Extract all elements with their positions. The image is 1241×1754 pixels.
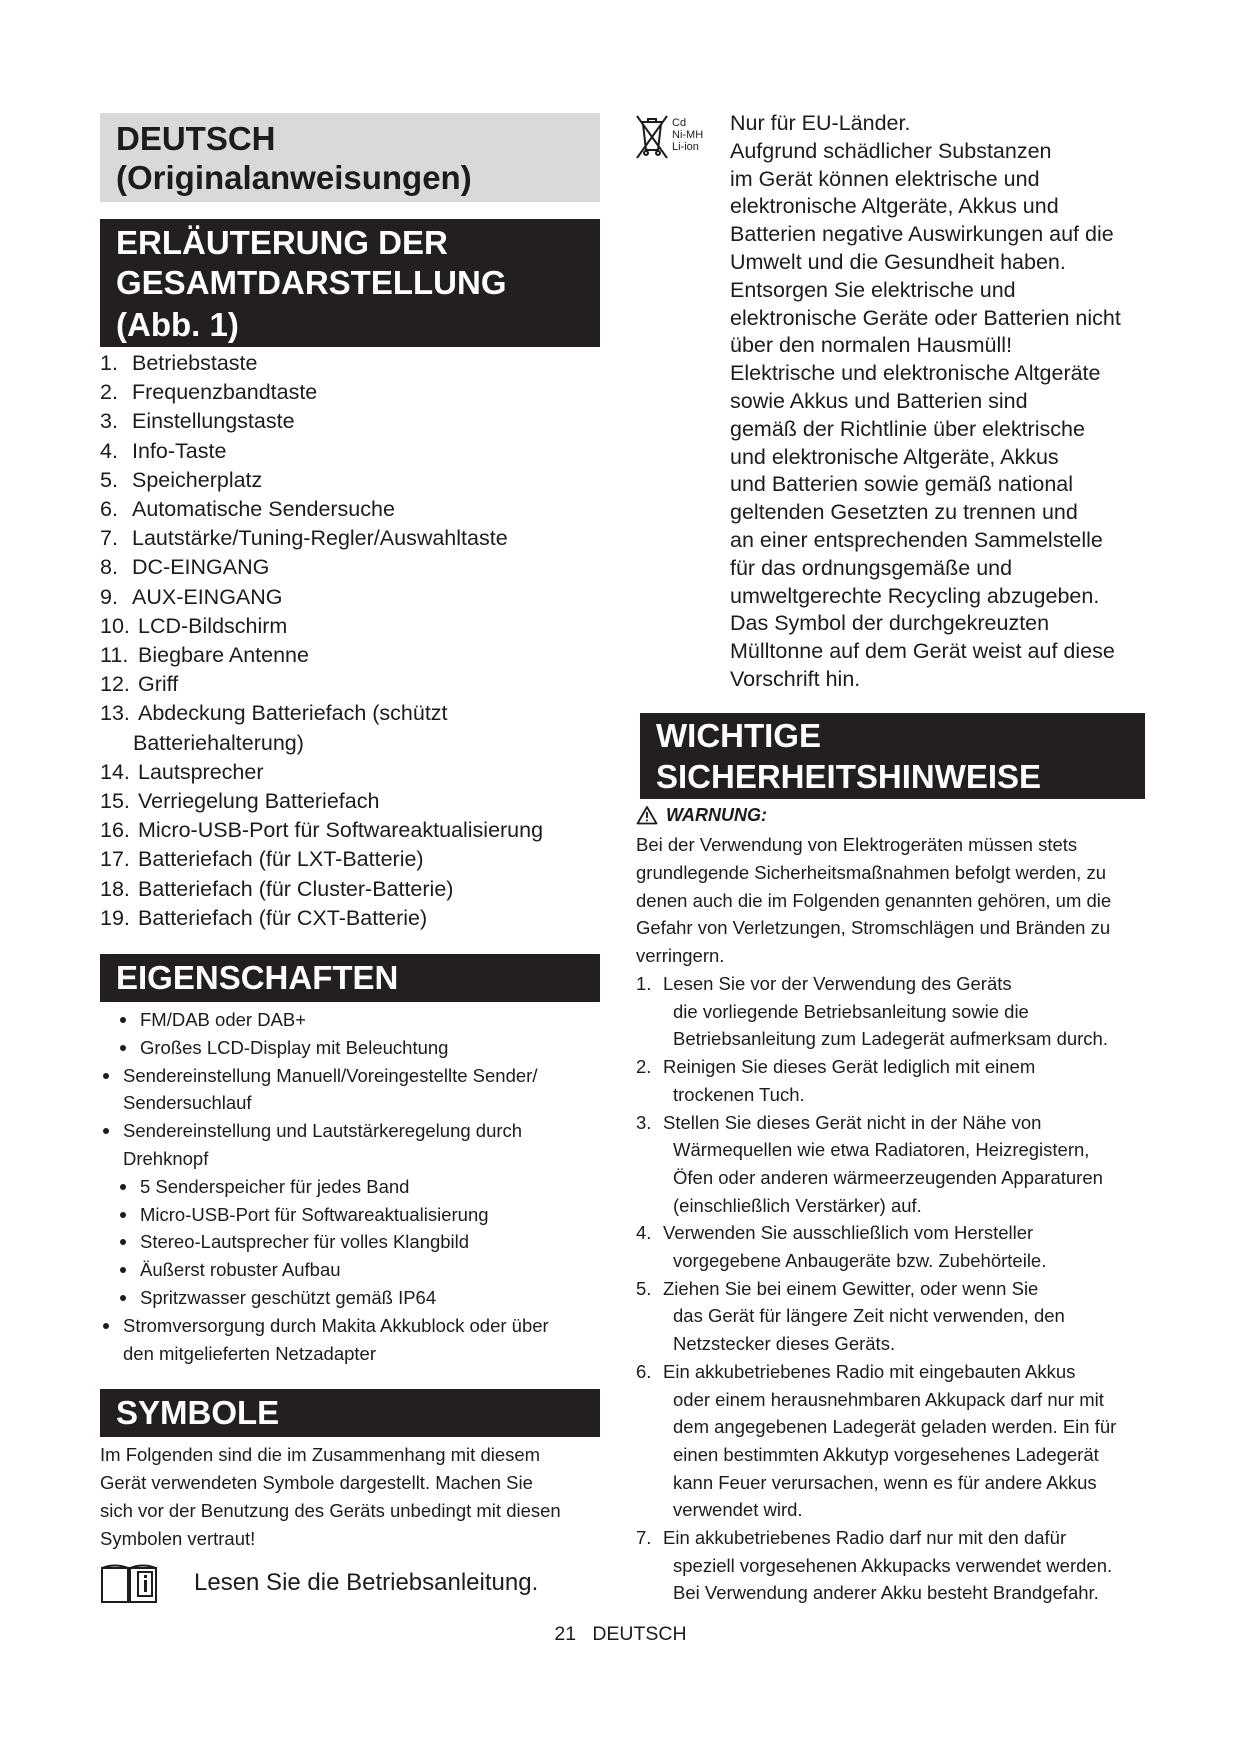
eu-notice-line: Das Symbol der durchgekreuzten	[730, 611, 1050, 636]
overview-item-number: 19.	[100, 905, 130, 930]
overview-item-number: 9.	[100, 584, 118, 609]
overview-item-text: Batteriefach (für Cluster-Batterie)	[138, 876, 454, 901]
warning-label: WARNUNG:	[666, 805, 767, 825]
safety-rule-line: vorgegebene Anbaugeräte bzw. Zubehörteile.	[673, 1250, 1047, 1272]
overview-item-text: LCD-Bildschirm	[138, 613, 288, 638]
safety-rule-line: Ziehen Sie bei einem Gewitter, oder wenn Sie	[663, 1277, 1039, 1299]
warning-text	[636, 831, 1136, 970]
symbols-heading	[100, 1389, 600, 1437]
eu-notice-line: und elektronische Altgeräte, Akkus	[730, 444, 1059, 469]
feature-item-text: Äußerst robuster Aufbau	[140, 1259, 341, 1281]
feature-item-text: FM/DAB oder DAB+	[140, 1009, 307, 1030]
safety-rule	[636, 1109, 1146, 1220]
eu-notice-line: Aufgrund schädlicher Substanzen	[730, 138, 1052, 163]
overview-item-text: Automatische Sendersuche	[132, 497, 395, 522]
warning-title	[636, 803, 767, 827]
feature-item	[100, 1062, 600, 1118]
feature-item	[100, 1034, 600, 1062]
safety-rule-line: Bei Verwendung anderer Akku besteht Brandgefahr.	[673, 1582, 1099, 1604]
symbols-intro-line: Gerät verwendeten Symbole dargestellt. Machen Sie	[100, 1472, 533, 1493]
safety-rule-line: Ein akkubetriebenes Radio darf nur mit den dafür	[663, 1527, 1067, 1549]
overview-item-text: Betriebstaste	[132, 351, 258, 375]
overview-item-number: 4.	[100, 438, 118, 463]
safety-rule	[636, 1275, 1146, 1358]
feature-item-continuation: Sendersuchlauf	[123, 1092, 252, 1114]
features-list	[100, 1006, 600, 1367]
overview-item-number: 7.	[100, 526, 118, 551]
features-heading	[100, 954, 600, 1002]
safety-rule-line: Netzstecker dieses Geräts.	[673, 1333, 896, 1355]
eu-notice-line: Nur für EU-Länder.	[730, 111, 911, 135]
overview-item-number: 15.	[100, 789, 130, 814]
eu-notice-line: Mülltonne auf dem Gerät weist auf diese	[730, 639, 1115, 664]
overview-item-text: DC-EINGANG	[132, 555, 270, 580]
overview-item-number: 10.	[100, 613, 130, 638]
overview-item-number: 5.	[100, 467, 118, 492]
overview-heading-line: (Abb. 1)	[116, 306, 239, 343]
safety-heading-line: WICHTIGE	[656, 717, 821, 754]
overview-heading	[100, 219, 600, 347]
safety-rule-line: Reinigen Sie dieses Gerät lediglich mit einem	[663, 1056, 1036, 1078]
warning-line: Bei der Verwendung von Elektrogeräten müssen stets	[636, 834, 1078, 855]
overview-item-text: Einstellungstaste	[132, 409, 295, 434]
weee-icon-label: Li-ion	[672, 141, 699, 153]
overview-item	[100, 378, 600, 407]
safety-rule-number: 7.	[636, 1527, 652, 1549]
symbols-heading-text: SYMBOLE	[116, 1394, 280, 1431]
overview-item	[100, 816, 600, 845]
overview-item-text: Lautsprecher	[138, 759, 264, 784]
overview-item	[100, 553, 600, 582]
feature-item-text: Spritzwasser geschützt gemäß IP64	[140, 1286, 437, 1308]
overview-item-text: Micro-USB-Port für Softwareaktualisierung	[138, 818, 544, 843]
overview-item	[100, 524, 600, 553]
safety-rule-line: (einschließlich Verstärker) auf.	[673, 1194, 922, 1216]
overview-item-number: 8.	[100, 555, 118, 580]
warning-line: verringern.	[636, 945, 725, 967]
overview-item-number: 17.	[100, 847, 130, 872]
safety-rule	[636, 1053, 1146, 1108]
weee-icon-label: Cd	[672, 117, 687, 129]
eu-notice-line: Batterien negative Auswirkungen auf die	[730, 222, 1114, 247]
overview-item-text: Biegbare Antenne	[138, 643, 309, 668]
eu-disposal-notice	[730, 110, 1150, 694]
feature-item	[100, 1312, 600, 1368]
safety-rule-number: 6.	[636, 1360, 652, 1382]
overview-item-number: 14.	[100, 759, 130, 784]
language-title: DEUTSCH	[116, 120, 276, 157]
weee-crossed-bin-icon	[632, 112, 722, 162]
overview-item	[100, 845, 600, 874]
overview-item-number: 11.	[100, 643, 129, 668]
safety-rule-number: 2.	[636, 1056, 652, 1078]
overview-item-text: Griff	[138, 672, 179, 697]
feature-item	[100, 1256, 600, 1284]
overview-item-number: 13.	[100, 701, 130, 726]
safety-heading-line: SICHERHEITSHINWEISE	[656, 758, 1042, 795]
safety-rule	[636, 1524, 1146, 1607]
overview-item-number: 2.	[100, 380, 118, 405]
feature-item-text: Stereo-Lautsprecher für volles Klangbild	[140, 1231, 470, 1253]
eu-notice-line: elektronische Altgeräte, Akkus und	[730, 194, 1059, 219]
eu-notice-line: Umwelt und die Gesundheit haben.	[730, 249, 1066, 274]
overview-item-number: 18.	[100, 876, 130, 901]
overview-item	[100, 787, 600, 816]
warning-line: Gefahr von Verletzungen, Stromschlägen und Bränden zu	[636, 917, 1111, 939]
eu-notice-line: sowie Akkus und Batterien sind	[730, 388, 1028, 413]
feature-item-text: Großes LCD-Display mit Beleuchtung	[140, 1036, 449, 1058]
overview-item-text: AUX-EINGANG	[132, 584, 283, 609]
overview-item-text: Verriegelung Batteriefach	[138, 789, 380, 814]
page-number: 21	[554, 1623, 577, 1645]
overview-item	[100, 437, 600, 466]
eu-notice-line: über den normalen Hausmüll!	[730, 333, 1013, 358]
safety-rule-number: 5.	[636, 1277, 652, 1299]
safety-heading	[640, 713, 1145, 799]
feature-item-text: 5 Senderspeicher für jedes Band	[140, 1175, 410, 1197]
eu-notice-line: für das ordnungsgemäße und	[730, 555, 1013, 580]
overview-item	[100, 875, 600, 904]
overview-item	[100, 904, 600, 933]
eu-notice-line: gemäß der Richtlinie über elektrische	[730, 416, 1085, 441]
overview-item	[100, 495, 600, 524]
feature-item	[100, 1284, 600, 1312]
feature-item	[100, 1201, 600, 1229]
overview-item-number: 1.	[100, 351, 118, 375]
overview-item	[100, 699, 600, 728]
read-manual-book-icon	[100, 1562, 158, 1606]
eu-notice-line: Entsorgen Sie elektrische und	[730, 277, 1016, 302]
overview-item-text: Frequenzbandtaste	[132, 380, 318, 405]
safety-rule-line: Öfen oder anderen wärmeerzeugenden Apparaturen	[673, 1166, 1103, 1188]
features-heading-text: EIGENSCHAFTEN	[116, 959, 399, 996]
overview-item	[100, 758, 600, 787]
feature-item-continuation: Drehknopf	[123, 1147, 209, 1169]
safety-rule-text	[663, 1524, 1146, 1607]
overview-item-number: 3.	[100, 409, 118, 434]
safety-rule-text	[663, 1358, 1146, 1524]
safety-rule	[636, 1358, 1146, 1524]
overview-item-text: Abdeckung Batteriefach (schützt	[138, 701, 448, 726]
warning-line: denen auch die im Folgenden genannten gehören, um die	[636, 889, 1112, 911]
safety-rule-line: Betriebsanleitung zum Ladegerät aufmerksam durch.	[673, 1028, 1108, 1050]
feature-item	[100, 1006, 600, 1034]
safety-rule-number: 3.	[636, 1111, 652, 1133]
eu-notice-line: Elektrische und elektronische Altgeräte	[730, 361, 1101, 386]
safety-rule-line: verwendet wird.	[673, 1499, 803, 1521]
safety-rule-line: Verwenden Sie ausschließlich vom Hersteller	[663, 1222, 1034, 1244]
eu-notice-line: elektronische Geräte oder Batterien nicht	[730, 305, 1121, 330]
symbols-intro-line: Symbolen vertraut!	[100, 1528, 256, 1549]
overview-item	[100, 349, 600, 378]
page-footer	[0, 1622, 1241, 1646]
overview-item-text: Batteriefach (für CXT-Batterie)	[138, 905, 428, 930]
safety-rule-text	[663, 970, 1146, 1053]
safety-rule-text	[663, 1219, 1146, 1274]
safety-rule-line: die vorliegende Betriebsanleitung sowie die	[673, 1000, 1029, 1022]
overview-item	[100, 670, 600, 699]
feature-item-text: Sendereinstellung Manuell/Voreingestellte Sender/	[123, 1064, 538, 1086]
overview-item	[100, 612, 600, 641]
symbols-intro	[100, 1441, 600, 1553]
feature-item-continuation: den mitgelieferten Netzadapter	[123, 1342, 376, 1364]
safety-rule-text	[663, 1275, 1146, 1358]
safety-rule-line: kann Feuer verursachen, wenn es für andere Akkus	[673, 1471, 1097, 1493]
feature-item	[100, 1228, 600, 1256]
safety-rule-line: speziell vorgesehenen Akkupacks verwendet werden.	[673, 1554, 1113, 1576]
safety-rule-line: oder einem herausnehmbaren Akkupack darf nur mit	[673, 1388, 1104, 1410]
overview-item-text: Lautstärke/Tuning-Regler/Auswahltaste	[132, 526, 508, 551]
symbols-intro-line: sich vor der Benutzung des Geräts unbedingt mit diesen	[100, 1500, 561, 1521]
overview-item	[100, 407, 600, 436]
overview-heading-line: ERLÄUTERUNG DER	[116, 224, 448, 261]
eu-notice-line: geltenden Gesetzten zu trennen und	[730, 500, 1078, 525]
overview-item	[100, 466, 600, 495]
eu-notice-line: umweltgerechte Recycling abzugeben.	[730, 583, 1100, 608]
safety-rule	[636, 1219, 1146, 1274]
safety-rule-line: trockenen Tuch.	[673, 1083, 805, 1105]
safety-rule-text	[663, 1109, 1146, 1220]
safety-rule-line: Ein akkubetriebenes Radio mit eingebauten Akkus	[663, 1360, 1076, 1382]
overview-item	[100, 583, 600, 612]
overview-item-number: 12.	[100, 672, 130, 697]
footer-language: DEUTSCH	[592, 1623, 687, 1645]
eu-notice-line: und Batterien sowie gemäß national	[730, 472, 1074, 497]
feature-item-text: Sendereinstellung und Lautstärkeregelung durch	[123, 1120, 523, 1142]
safety-rules-list	[636, 970, 1146, 1607]
safety-rule-line: dem angegebenen Ladegerät geladen werden. Ein für	[673, 1416, 1117, 1438]
overview-item-number: 16.	[100, 818, 130, 843]
safety-rule-number: 1.	[636, 973, 652, 994]
safety-rule-line: Lesen Sie vor der Verwendung des Geräts	[663, 973, 1012, 994]
safety-rule-line: Wärmequellen wie etwa Radiatoren, Heizregistern,	[673, 1139, 1090, 1161]
safety-rule-line: das Gerät für längere Zeit nicht verwenden, den	[673, 1305, 1065, 1327]
overview-item-number: 6.	[100, 497, 118, 522]
overview-item	[100, 641, 600, 670]
eu-notice-line: Vorschrift hin.	[730, 666, 861, 691]
symbols-intro-line: Im Folgenden sind die im Zusammenhang mit diesem	[100, 1444, 541, 1465]
eu-notice-line: im Gerät können elektrische und	[730, 166, 1040, 191]
safety-rule-line: einen bestimmten Akkutyp vorgesehenes Ladegerät	[673, 1443, 1099, 1465]
read-manual-text: Lesen Sie die Betriebsanleitung.	[194, 1569, 539, 1596]
safety-rule-text	[663, 1053, 1146, 1108]
safety-rule-number: 4.	[636, 1222, 652, 1244]
feature-item	[100, 1173, 600, 1201]
overview-item-text: Batteriefach (für LXT-Batterie)	[138, 847, 424, 872]
overview-item-continuation: Batteriehalterung)	[133, 730, 304, 755]
warning-line: grundlegende Sicherheitsmaßnahmen befolgt werden, zu	[636, 861, 1106, 883]
safety-rule	[636, 970, 1146, 1053]
feature-item	[100, 1117, 600, 1173]
overview-list	[100, 349, 600, 933]
weee-icon-label: Ni-MH	[672, 129, 704, 141]
overview-heading-line: GESAMTDARSTELLUNG	[116, 264, 507, 301]
feature-item-text: Stromversorgung durch Makita Akkublock oder über	[123, 1314, 549, 1336]
read-manual-symbol-row	[100, 1562, 600, 1606]
eu-notice-line: an einer entsprechenden Sammelstelle	[730, 527, 1103, 552]
language-subtitle: (Originalanweisungen)	[116, 159, 472, 196]
language-title-box	[100, 113, 600, 202]
overview-item-text: Speicherplatz	[132, 467, 263, 492]
safety-rule-line: Stellen Sie dieses Gerät nicht in der Nähe von	[663, 1111, 1042, 1133]
overview-item-text: Info-Taste	[132, 438, 227, 463]
warning-triangle-icon	[636, 805, 658, 825]
feature-item-text: Micro-USB-Port für Softwareaktualisierung	[140, 1203, 489, 1225]
